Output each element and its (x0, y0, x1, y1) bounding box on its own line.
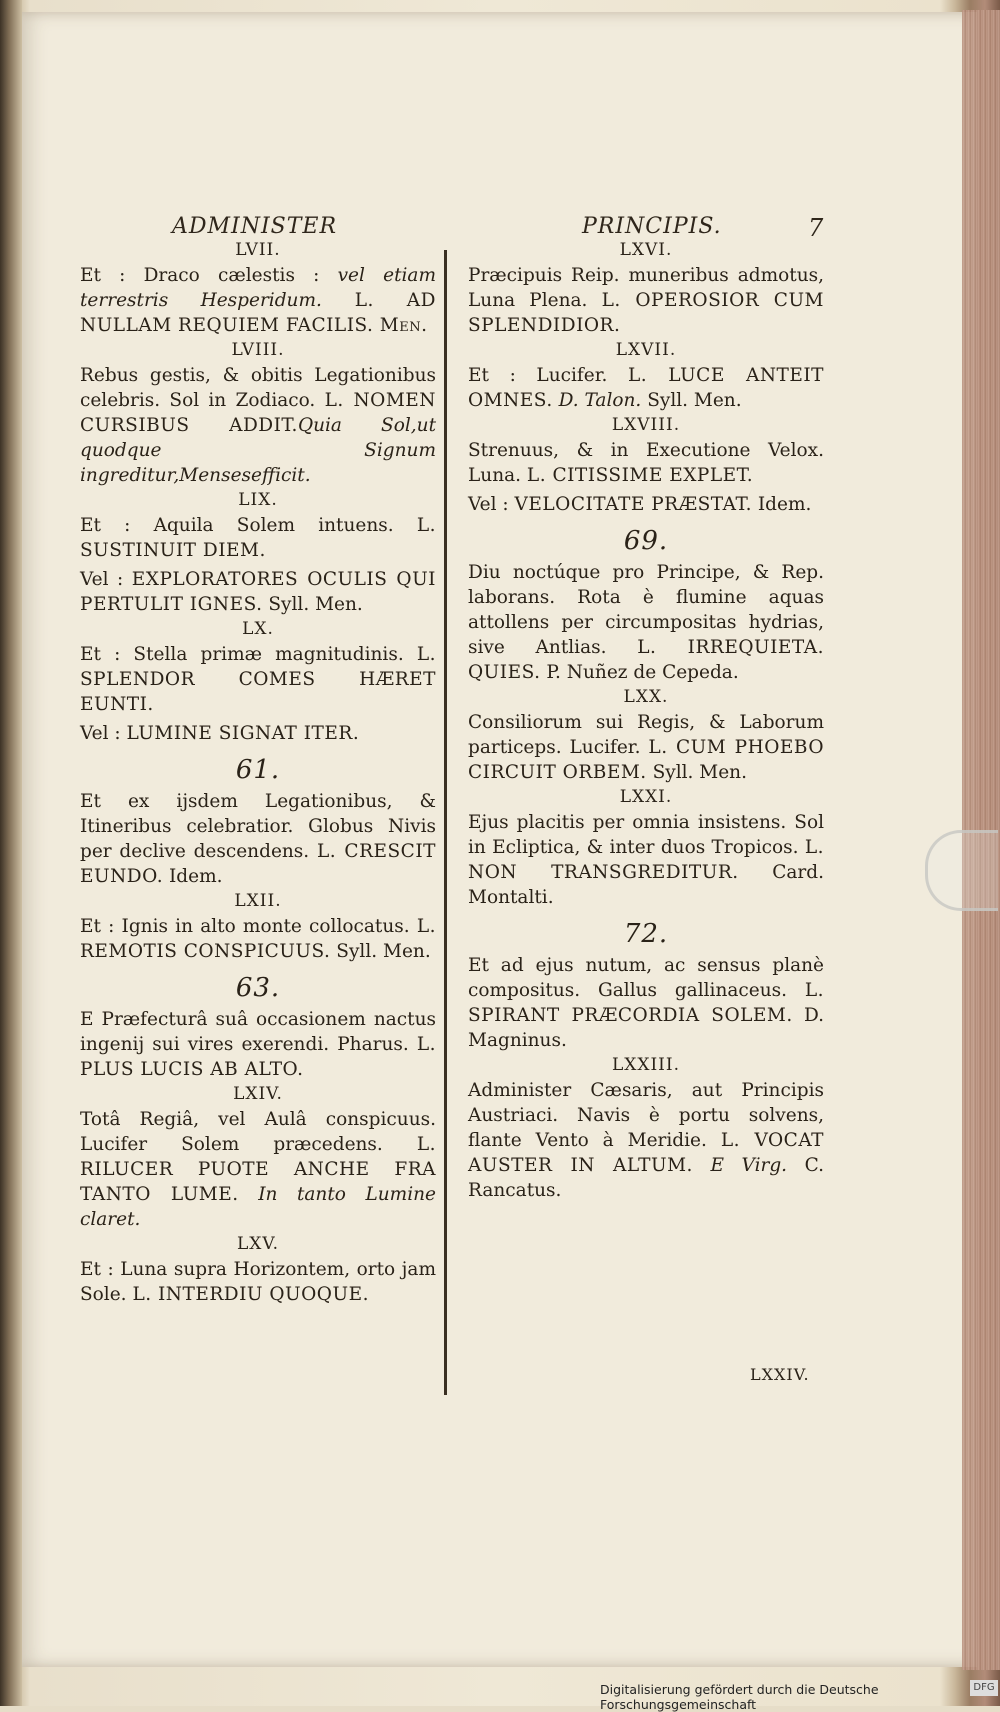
entry-text (80, 263, 436, 338)
entry-number: LXXI. (619, 787, 673, 807)
entry-text (80, 914, 436, 964)
entry-text (468, 810, 824, 910)
motto: LUMINE SIGNAT ITER. (126, 723, 360, 744)
entry-number: LXVII. (615, 340, 677, 360)
entry-number: LXIV. (233, 1084, 283, 1104)
entry-segment: Card. Montalti. (468, 862, 824, 908)
motto: L. CRESCIT EUNDO. (80, 841, 436, 887)
motto: L. AD NULLAM REQUIEM FACILIS. Men. (80, 290, 436, 336)
entry-number: LXVI. (619, 240, 673, 260)
entry-number: LX. (242, 619, 274, 639)
entry-segment: Vel : (80, 569, 132, 590)
entry-segment: Et ad ejus nutum, ac sensus planè compositus. Gallus gallinaceus. (468, 955, 824, 1001)
entry-text (80, 1257, 436, 1307)
motto: L. SPIRANT PRÆCORDIA SOLEM. (468, 980, 824, 1026)
entry-text (468, 438, 824, 488)
motto: VELOCITATE PRÆSTAT. (514, 494, 752, 515)
motto: L. OPEROSIOR CUM SPLENDIDIOR. (468, 290, 824, 336)
entry-segment: Idem. (163, 866, 223, 887)
entry-number: 72. (623, 919, 669, 949)
italic-note: D. Talon. (552, 390, 642, 411)
entry-segment: Syll. Men. (262, 594, 363, 615)
motto: L. INTERDIU QUOQUE. (132, 1284, 369, 1305)
entry-text (468, 363, 824, 413)
entry-segment: Et : Ignis in alto monte collocatus. (80, 916, 417, 937)
column-rule (444, 250, 447, 1395)
entry-segment: Idem. (751, 494, 812, 515)
page-clip (925, 830, 998, 911)
entry-number: LXX. (623, 687, 669, 707)
catchword: LXXIV. (750, 1365, 810, 1384)
entry-text (468, 560, 824, 685)
motto: L. REMOTIS CONSPICUUS. (80, 916, 436, 962)
entry-text (468, 710, 824, 785)
entry-segment: Vel : (80, 723, 127, 744)
entry-number: LIX. (238, 490, 278, 510)
entry-segment: Administer Cæsaris, aut Principis Austriaci. Navis è portu solvens, flante Vento à Meridie. (468, 1080, 824, 1151)
entry-number: 69. (623, 526, 669, 556)
entry-segment: Et ex ijsdem Legationibus, & Itineribus celebratior. Globus Nivis per declive descendens. (80, 791, 436, 862)
entry-text (80, 789, 436, 889)
italic-note: vel etiam terrestris Hesperidum. (80, 265, 437, 311)
running-head-right: PRINCIPIS. (582, 214, 722, 239)
motto: L. NON TRANSGREDITUR. (468, 837, 824, 883)
entry-number: LXXIII. (611, 1055, 681, 1075)
entry-segment: Vel : (468, 494, 515, 515)
entry-text (80, 513, 436, 563)
entry-segment: Syll. Men. (330, 941, 431, 962)
entry-number: LVIII. (231, 340, 285, 360)
motto: L. CUM PHOEBO CIRCUIT ORBEM. (468, 737, 824, 783)
entry-segment: Et : Luna supra Horizontem, orto jam Sole. (80, 1259, 436, 1305)
motto: L. VOCAT AUSTER IN ALTUM. (468, 1130, 825, 1176)
motto: L. NOMEN CURSIBUS ADDIT. (80, 390, 436, 436)
right-column (468, 238, 824, 1203)
entry-number: LXVIII. (611, 415, 681, 435)
entry-segment: Et : Stella primæ magnitudinis. (80, 644, 417, 665)
running-head-left: ADMINISTER (172, 214, 338, 239)
entry-number: LVII. (235, 240, 281, 260)
entry-text (80, 567, 436, 617)
entry-text (80, 1007, 436, 1082)
entry-segment: D. Magninus. (468, 1005, 825, 1051)
left-column (80, 238, 436, 1307)
dfg-logo: DFG (970, 1680, 998, 1696)
entry-segment: Diu noctúque pro Principe, & Rep. laborans. Rota è flumine aquas attollens per circumpositas hydrias, sive Antlias. (468, 562, 824, 658)
entry-number: LXV. (236, 1234, 280, 1254)
motto: EXPLORATORES OCULIS QUI PERTULIT IGNES. (80, 569, 436, 615)
entry-segment: Syll. Men. (641, 390, 742, 411)
italic-note: Quia Sol,ut quodque Signum ingreditur,Mensesefficit. (80, 415, 436, 486)
entry-segment: P. Nuñez de Cepeda. (540, 662, 739, 683)
page-number: 7 (808, 214, 825, 242)
entry-segment: Rebus gestis, & obitis Legationibus celebris. Sol in Zodiaco. (80, 365, 436, 411)
entry-text (468, 492, 824, 517)
entry-text (80, 642, 436, 717)
entry-segment: Strenuus, & in Executione Velox. Luna. (468, 440, 824, 486)
entry-text (468, 1078, 824, 1203)
motto: L. IRREQUIETA. QUIES. (468, 637, 824, 683)
entry-number: 61. (235, 755, 281, 785)
entry-number: LXII. (234, 891, 282, 911)
motto: L. CITISSIME EXPLET. (526, 465, 754, 486)
entry-number: 63. (235, 973, 281, 1003)
entry-segment: Et : Draco cælestis : (80, 265, 338, 286)
entry-segment: Præcipuis Reip. muneribus admotus, Luna Plena. (468, 265, 824, 311)
entry-text (80, 721, 436, 746)
footer-credit: Digitalisierung gefördert durch die Deutsche Forschungsgemeinschaft (600, 1682, 879, 1712)
entry-segment: Consiliorum sui Regis, & Laborum particeps. Lucifer. (468, 712, 824, 758)
entry-segment: C. Rancatus. (468, 1155, 824, 1201)
entry-segment: Syll. Men. (646, 762, 747, 783)
entry-segment: E Præfecturâ suâ occasionem nactus ingenij sui vires exerendi. Pharus. (80, 1009, 436, 1055)
motto: L. PLUS LUCIS AB ALTO. (80, 1034, 436, 1080)
entry-segment: Ejus placitis per omnia insistens. Sol in Ecliptica, & inter duos Tropicos. (468, 812, 824, 858)
motto: L. SPLENDOR COMES HÆRET EUNTI. (80, 644, 436, 715)
entry-text (468, 263, 824, 338)
motto: L. LUCE ANTEIT OMNES. (468, 365, 824, 411)
entry-segment: Totâ Regiâ, vel Aulâ conspicuus. Lucifer Solem præcedens. (80, 1109, 436, 1155)
entry-text (80, 363, 436, 488)
italic-note: E Virg. (692, 1155, 788, 1176)
motto: L. RILUCER PUOTE ANCHE FRA TANTO LUME. (80, 1134, 436, 1205)
entry-text (80, 1107, 436, 1232)
left-page-edge (0, 0, 22, 1706)
motto: L. SUSTINUIT DIEM. (80, 515, 436, 561)
entry-segment: Et : Aquila Solem intuens. (80, 515, 417, 536)
italic-note: In tanto Lumine claret. (80, 1184, 436, 1230)
entry-segment: Et : Lucifer. (468, 365, 629, 386)
entry-text (468, 953, 824, 1053)
